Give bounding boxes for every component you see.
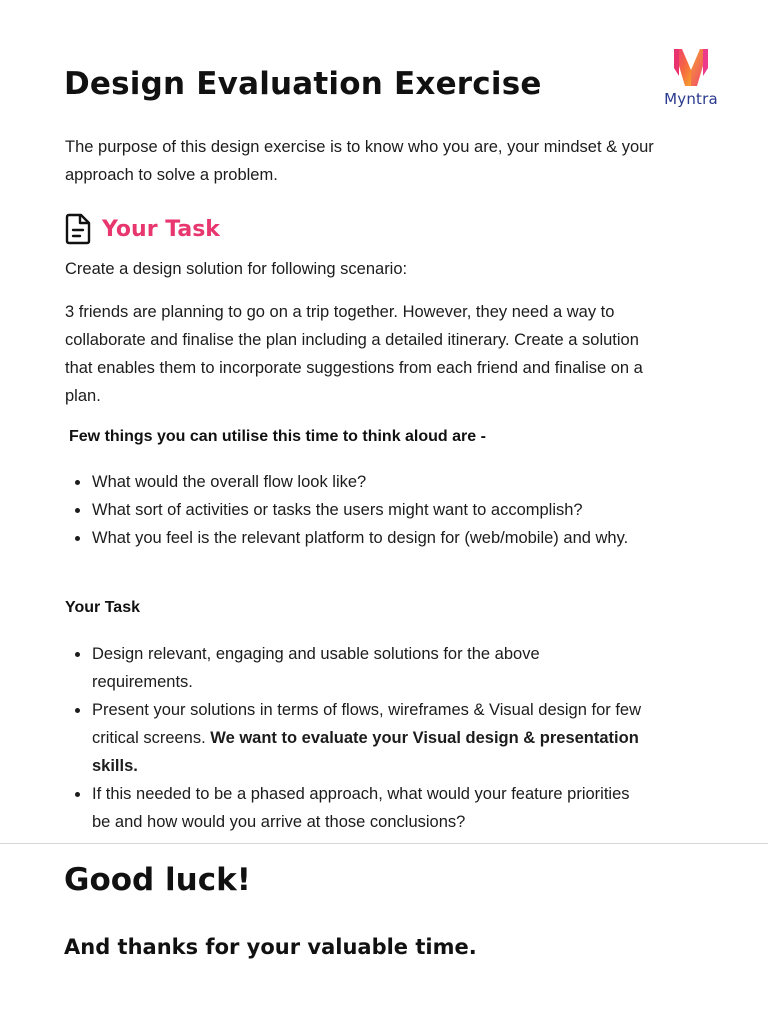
closing-subtitle: And thanks for your valuable time. — [64, 935, 477, 959]
section-divider — [0, 843, 768, 844]
list-item: What would the overall flow look like? — [65, 468, 645, 496]
list-item-emphasis: We want to evaluate your Visual design & presentation skills. — [92, 729, 639, 775]
document-icon — [64, 213, 92, 245]
list-item: What you feel is the relevant platform to design for (web/mobile) and why. — [65, 524, 645, 552]
think-aloud-list — [65, 468, 645, 552]
list-item: Design relevant, engaging and usable solutions for the above requirements. — [65, 640, 645, 696]
myntra-logo-icon — [671, 46, 711, 88]
your-task-subheading: Your Task — [65, 599, 140, 616]
think-aloud-heading: Few things you can utilise this time to think aloud are - — [69, 428, 486, 445]
task-heading-label: Your Task — [102, 216, 220, 242]
scenario-lead: Create a design solution for following scenario: — [65, 260, 408, 278]
brand-logo — [656, 46, 726, 116]
list-item — [65, 696, 645, 780]
intro-paragraph: The purpose of this design exercise is to know who you are, your mindset & your approach to solve a problem. — [65, 138, 654, 184]
page-title: Design Evaluation Exercise — [64, 66, 542, 102]
task-list — [65, 640, 645, 836]
list-item: If this needed to be a phased approach, what would your feature priorities be and how would you arrive at those conclusions? — [65, 780, 645, 836]
list-item: What sort of activities or tasks the users might want to accomplish? — [65, 496, 645, 524]
logo-wordmark: Myntra — [664, 90, 718, 108]
closing-title: Good luck! — [64, 862, 251, 898]
list-item-text: Present your solutions in terms of flows, wireframes & Visual design for few critical screens. — [92, 701, 642, 747]
task-heading — [64, 212, 220, 246]
scenario-paragraph: 3 friends are planning to go on a trip together. However, they need a way to collaborate and finalise the plan including a detailed itinerary. Create a solution that enables them to incorporate suggestions from each friend and finalise on a plan. — [65, 303, 643, 405]
